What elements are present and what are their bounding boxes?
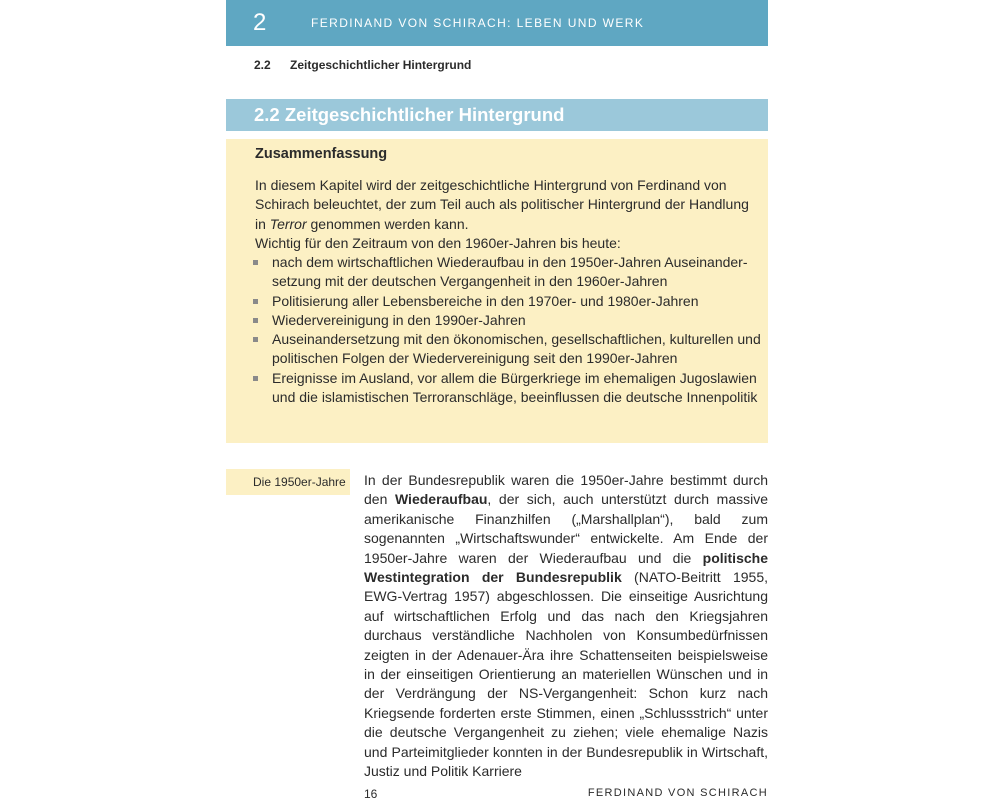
list-item: Ereignisse im Ausland, vor allem die Bürgerkriege im ehemaligen Jugoslawien und die islamistischen Terroranschläge, beeinflussen die deutsche Innenpolitik [253,369,763,408]
keyword-wiederaufbau: Wiederaufbau [394,491,488,508]
summary-intro-line2: Wichtig für den Zeitraum von den 1960er-Jahren bis heute: [255,234,621,251]
list-item: nach dem wirtschaftlichen Wiederaufbau in den 1950er-Jahren Auseinandersetzung mit der deutschen Vergangenheit in den 1960er-Jahren [253,253,763,292]
section-title-bar [226,99,768,131]
running-head [254,58,471,72]
summary-box [226,139,768,443]
list-item: Politisierung aller Lebensbereiche in den 1970er- und 1980er-Jahren [253,292,763,311]
summary-intro-text: In diesem Kapitel wird der zeitgeschichtliche Hintergrund von Ferdinand von Schirach beleuchtet, der zum Teil auch als politischer Hintergrund der Handlung in [255,177,749,232]
summary-intro-text-end: genommen werden kann. [306,215,469,232]
running-head-number: 2.2 [254,58,271,72]
keyword-westintegration: politische Westintegration der Bundesrepublik [364,549,768,586]
chapter-header-bar [226,0,768,46]
margin-note [226,469,350,495]
chapter-number: 2 [253,9,267,36]
chapter-title: FERDINAND VON SCHIRACH: LEBEN UND WERK [311,16,645,30]
summary-intro [255,176,760,253]
list-item: Auseinandersetzung mit den ökonomischen, gesellschaftlichen, kulturellen und politischen Folgen der Wiedervereinigung seit den 1990er-Jahren [253,330,763,369]
running-head-title: Zeitgeschichtlicher Hintergrund [290,58,472,72]
square-bullet-icon [253,318,258,323]
body-paragraph: In der Bundesrepublik waren die 1950er-Jahre bestimmt durch den Wiederaufbau, der sich, auch unterstützt durch massive amerikanische Finanzhilfen („Marshallplan“), bald zum sogenannten „Wirtschaftswunder“ entwickelte. Am Ende der 1950er-Jahre waren der Wiederaufbau und die politische Westintegration der Bundesrepublik (NATO-Beitritt 1955, EWG-Vertrag 1957) abgeschlossen. Die einseitige Ausrichtung auf wirtschaftlichen Erfolg und das nach den Kriegsjahren durchaus verständliche Nachholen von Konsumbedürfnissen zeigten in der Adenauer-Ära ihre Schattenseiten beispielsweise in der einseitigen Orientierung an materiellen Wünschen und in der Verdrängung der NS-Vergangenheit: Schon kurz nach Kriegsende forderten erste Stimmen, einen „Schlussstrich“ unter die deutsche Vergangenheit zu ziehen; viele ehemalige Nazis und Parteimitglieder konnten in der Bundesrepublik in Wirtschaft, Justiz und Politik Karriere [364,472,769,780]
margin-note-text: Die 1950er-Jahre [253,475,346,489]
square-bullet-icon [253,376,258,381]
square-bullet-icon [253,299,258,304]
summary-list [253,253,763,407]
footer-book-title: FERDINAND VON SCHIRACH [587,787,768,799]
summary-intro-italic-title: Terror [269,215,307,232]
list-item: Wiedervereinigung in den 1990er-Jahren [253,311,763,330]
summary-heading: Zusammenfassung [255,146,388,162]
square-bullet-icon [253,260,258,265]
page-number: 16 [364,787,378,801]
section-title: 2.2 Zeitgeschichtlicher Hintergrund [254,104,565,125]
square-bullet-icon [253,337,258,342]
